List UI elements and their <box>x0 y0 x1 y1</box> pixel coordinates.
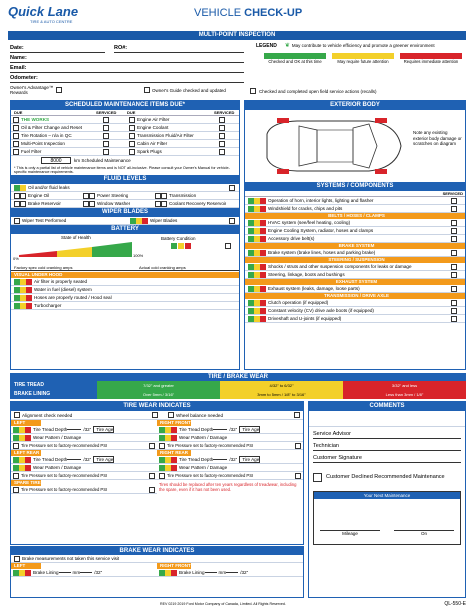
cca-factory-label: Factory spec cold cranking amps <box>11 265 131 271</box>
tire-rr <box>157 450 303 480</box>
page-title <box>194 7 302 19</box>
footer-copyright: 2019 Ford Motor Company of Canada, Limited. All Rights Reserved. <box>177 602 286 606</box>
serviced-checkbox[interactable] <box>451 198 457 204</box>
tread-green: 7/32" and greater <box>97 381 220 390</box>
brake-pos-label: LEFT <box>11 563 41 569</box>
sys-label: Constant velocity (CV) drive axle boots (if equipped) <box>268 308 374 313</box>
serviced-checkbox[interactable] <box>451 308 457 314</box>
steering-head: STEERING / SUSPENSION <box>245 257 465 263</box>
tire-depth-row <box>157 456 303 464</box>
fluid-row <box>11 200 83 208</box>
technician-row <box>313 439 461 451</box>
depth-label: Tire Tread Depth <box>179 427 214 432</box>
serviced-checkbox[interactable] <box>451 236 457 242</box>
maint-row <box>125 116 239 124</box>
customer-block <box>10 42 250 100</box>
hood-label: Hoses are properly routed / Hood seal <box>34 295 112 300</box>
technician-label: Technician <box>313 443 339 449</box>
exterior-block <box>245 110 465 182</box>
serviced-checkbox[interactable] <box>451 264 457 270</box>
sys-label: Operation of horn, interior lights, lighting and flasher <box>268 198 374 203</box>
col-due-2: DUE <box>127 110 136 115</box>
comments-section <box>308 401 466 598</box>
subtitle-bar: MULTI-POINT INSPECTION <box>8 31 466 40</box>
tire-pressure-row <box>11 442 157 450</box>
fluid-row <box>83 200 155 208</box>
tire-pressure-row <box>157 472 303 480</box>
battery-pct-0: 0% <box>13 256 19 261</box>
next-maint-title: Your Next Maintenance <box>314 492 460 499</box>
brake-wear-title: BRAKE WEAR INDICATES <box>11 547 303 555</box>
sys-label: HVAC system (see/feel heating, cooling) <box>268 220 351 225</box>
odometer-label: Odometer: <box>10 75 38 81</box>
battery-serviced-checkbox[interactable] <box>225 243 231 249</box>
sys-label: Shocks / struts and other suspension components for leaks or damage <box>268 264 412 269</box>
serviced-checkbox[interactable] <box>229 218 235 224</box>
ro-label: RO#: <box>114 45 128 51</box>
fluid-title: FLUID LEVELS <box>11 175 239 184</box>
legend <box>256 42 466 82</box>
tread-yellow: 4/32" to 6/32" <box>220 381 343 390</box>
signature-label: Customer Signature <box>313 455 362 461</box>
sys-row <box>245 235 465 243</box>
maintenance-title: SCHEDULED MAINTENANCE ITEMS DUE* <box>11 101 239 110</box>
sys-label: Engine Cooling System, radiator, hoses and clamps <box>268 228 374 233</box>
pattern-label: Wear Pattern / Damage <box>33 465 82 470</box>
tire-pressure-row <box>157 442 303 450</box>
mileage-label: Mileage <box>320 530 380 536</box>
serviced-checkbox[interactable] <box>219 149 225 155</box>
depth-unit: /32" <box>83 427 92 432</box>
recalls-label: Checked and completed open field service actions (recalls) <box>259 88 377 94</box>
fluid-row <box>155 200 239 208</box>
sys-label: Clutch operation (if equipped) <box>268 300 329 305</box>
footer-rev: REV 0219 <box>160 602 177 606</box>
tire-wear-section <box>10 401 304 545</box>
hood-row <box>11 278 239 286</box>
battery-title: BATTERY <box>11 225 239 234</box>
name-label: Name: <box>10 55 27 61</box>
owner-advantage-checkbox[interactable] <box>56 87 62 93</box>
sys-label: Accessory drive belt(s) <box>268 236 315 241</box>
header <box>4 2 470 30</box>
fluid-label: Engine Oil <box>28 193 50 198</box>
title-a: VEHICLE <box>194 7 242 19</box>
logo-sub: TIRE & AUTO CENTRE <box>30 19 73 24</box>
lining-red: Less than 3mm / 1/8" <box>343 390 466 399</box>
sys-label: Exhaust system (leaks, damage, loose parts) <box>268 286 360 291</box>
maint-row <box>11 116 125 124</box>
brake-head: BRAKE SYSTEM <box>245 243 465 249</box>
fluid-row <box>155 192 239 200</box>
serviced-checkbox[interactable] <box>103 133 109 139</box>
balance-serviced[interactable] <box>294 412 300 418</box>
sys-row <box>245 285 465 293</box>
pressure-label: Tire Pressure set to factory-recommended PSI <box>167 443 254 448</box>
sys-label: Windshield for cracks, chips and pits <box>268 206 343 211</box>
maint-label: Transmission Fluid/Air Filter <box>137 133 194 138</box>
col-due: DUE <box>14 110 23 115</box>
tire-rf <box>157 420 303 450</box>
depth-unit: /32" <box>83 457 92 462</box>
replace-note: Tires should be replaced after ten years regardless of treadwear, including the spare, even if it has not been used. <box>159 482 297 492</box>
battery-pct-100: 100% <box>133 253 144 258</box>
km-field[interactable]: 8000 <box>41 157 71 164</box>
wiper-blades-label: Wiper Blades <box>150 218 178 223</box>
hood-row <box>11 286 239 294</box>
status-yellow[interactable] <box>178 243 184 249</box>
maint-row <box>125 148 239 156</box>
systems-title: SYSTEMS / COMPONENTS <box>245 182 465 191</box>
tire-pattern-row <box>11 434 157 442</box>
wiper-row <box>11 217 239 225</box>
tire-lf <box>11 420 157 450</box>
brake-lining-row <box>157 569 303 577</box>
brake-lining-row <box>11 569 157 577</box>
tire-depth-row <box>11 456 157 464</box>
serviced-checkbox[interactable] <box>451 228 457 234</box>
advisor-label: Service Advisor <box>313 431 351 437</box>
drive-head: TRANSMISSION / DRIVE AXLE <box>245 293 465 299</box>
serviced-checkbox[interactable] <box>103 117 109 123</box>
sys-row <box>245 271 465 279</box>
serviced-checkbox[interactable] <box>219 125 225 131</box>
legend-eco: May contribute to vehicle efficiency and promote a greener environment <box>291 43 435 48</box>
maint-row <box>125 140 239 148</box>
sys-row <box>245 219 465 227</box>
serviced-checkbox[interactable] <box>295 473 301 479</box>
lining-label: BRAKE LINING <box>10 390 97 399</box>
sys-row <box>245 307 465 315</box>
tire-pattern-row <box>157 464 303 472</box>
serviced-checkbox[interactable] <box>149 487 155 493</box>
serviced-checkbox[interactable] <box>229 185 235 191</box>
depth-field[interactable] <box>67 459 81 460</box>
fluid-label: Window Washer <box>97 201 131 206</box>
pattern-label: Wear Pattern / Damage <box>179 465 228 470</box>
hood-label: Turbocharger <box>34 303 62 308</box>
maintenance-note: * This is only a partial list of vehicle maintenance items and is NOT all-inclusive. Please consult your Owner's Manual for vehicle-specific maintenance requirements. <box>14 166 230 175</box>
exterior-note: Note any existing exterior body damage or scratches on diagram <box>413 130 462 146</box>
depth-label: Tire Tread Depth <box>33 427 68 432</box>
serviced-checkbox[interactable] <box>219 133 225 139</box>
pressure-label: Tire Pressure set to factory-recommended PSI <box>21 473 108 478</box>
fluid-oil-row <box>11 184 239 192</box>
spare-pressure-label: Tire Pressure set to factory-recommended PSI <box>21 487 108 492</box>
lining-label: Brake Lining <box>33 570 59 575</box>
comments-title: COMMENTS <box>309 402 465 411</box>
tire-pos-label: RIGHT REAR <box>157 450 191 456</box>
battery-condition-label: Battery Condition <box>161 236 196 241</box>
sys-row <box>245 205 465 213</box>
serviced-checkbox[interactable] <box>451 272 457 278</box>
belts-head: BELTS / HOSES / CLAMPS <box>245 213 465 219</box>
tread-red: 3/32" and less <box>343 381 466 390</box>
serviced-checkbox[interactable] <box>451 250 457 256</box>
logo-text: Quick Lane <box>8 4 79 19</box>
maint-label: Fuel Filter <box>21 149 42 154</box>
declined-row <box>313 469 461 485</box>
tire-pos-label: LEFT <box>11 420 41 426</box>
owners-guide-label: Owner's Guide checked and updated <box>152 87 226 93</box>
fluid-label: Brake Reservoir <box>28 201 61 206</box>
maint-label: Oil & Filter Change and Reset <box>21 125 83 130</box>
email-label: Email: <box>10 65 27 71</box>
logo <box>8 4 108 26</box>
maint-label: Engine Coolant <box>137 125 169 130</box>
brake-wear-section <box>10 546 304 598</box>
serviced-checkbox[interactable] <box>149 443 155 449</box>
balance-label: Wheel balance needed <box>176 412 223 418</box>
maint-row <box>11 148 125 156</box>
status-green[interactable] <box>171 243 177 249</box>
maint-label: Cabin Air Filter <box>137 141 168 146</box>
depth-field[interactable] <box>213 459 227 460</box>
wiper-test-label: Wiper Test Performed <box>22 218 67 223</box>
col-serviced-1: SERVICED <box>96 110 117 115</box>
signature-row <box>313 451 461 463</box>
wiper-title: WIPER BLADES <box>11 208 239 217</box>
age-label: Tire Age <box>93 426 114 433</box>
maint-row <box>125 124 239 132</box>
serviced-checkbox[interactable] <box>103 141 109 147</box>
brake-pos-label: RIGHT FRONT <box>157 563 191 569</box>
status-red[interactable] <box>185 243 191 249</box>
sys-row <box>245 197 465 205</box>
serviced-checkbox[interactable] <box>219 141 225 147</box>
brake-not-taken-row <box>11 555 303 563</box>
tire-pattern-row <box>157 434 303 442</box>
serviced-checkbox[interactable] <box>103 125 109 131</box>
mm-unit: mm <box>218 570 227 575</box>
pattern-label: Wear Pattern / Damage <box>179 435 228 440</box>
maint-row <box>11 124 125 132</box>
col-serviced: SERVICED <box>442 191 463 196</box>
tire-pressure-row <box>11 472 157 480</box>
battery-block <box>11 234 239 264</box>
battery-health-label: State of Health <box>61 235 91 240</box>
pressure-label: Tire Pressure set to factory-recommended PSI <box>21 443 108 448</box>
maint-row <box>11 132 125 140</box>
tire-pos-label: RIGHT FRONT <box>157 420 191 426</box>
fluid-label: Transmission <box>169 193 197 198</box>
km-label: km Scheduled Maintenance <box>74 158 131 163</box>
serviced-checkbox[interactable] <box>451 220 457 226</box>
hood-row <box>11 302 239 310</box>
maint-row <box>125 132 239 140</box>
depth-unit: /32" <box>229 427 238 432</box>
hood-label: Water in fuel (diesel) system <box>34 287 92 292</box>
sys-label: Brake system (brake lines, hoses and parking brake) <box>268 250 376 255</box>
fluid-oil-label: Oil and/or fluid leaks <box>28 185 70 190</box>
sys-row <box>245 263 465 271</box>
sys-row <box>245 249 465 257</box>
serviced-checkbox[interactable] <box>219 117 225 123</box>
tire-depth-row <box>11 426 157 434</box>
date-label: Date: <box>10 45 24 51</box>
serviced-checkbox[interactable] <box>451 316 457 322</box>
hood-row <box>11 294 239 302</box>
on-label: On <box>394 530 454 536</box>
lining-mm-field[interactable] <box>205 572 217 573</box>
lining-32-field[interactable] <box>80 572 92 573</box>
lining-label: Brake Lining <box>179 570 205 575</box>
pattern-label: Wear Pattern / Damage <box>33 435 82 440</box>
serviced-checkbox[interactable] <box>295 443 301 449</box>
fluid-row <box>11 192 83 200</box>
recalls-row <box>250 88 470 94</box>
spare-pressure-row <box>11 486 157 494</box>
hood-label: Air filter is properly seated <box>34 279 88 284</box>
cca-actual-label: Actual cold cranking amps <box>131 265 239 271</box>
eco-leaf-icon: ❦ <box>284 43 290 49</box>
serviced-checkbox[interactable] <box>451 206 457 212</box>
lining-green: Over 5mm / 3/16" <box>97 390 220 399</box>
maint-label: Multi-Point Inspection <box>21 141 65 146</box>
depth-field[interactable] <box>213 429 227 430</box>
footer <box>160 601 466 607</box>
exterior-title: EXTERIOR BODY <box>245 101 465 110</box>
declined-label: Customer Declined Recommended Maintenance <box>326 473 445 480</box>
sys-row <box>245 315 465 323</box>
exhaust-head: EXHAUST SYSTEM <box>245 279 465 285</box>
declined-checkbox[interactable] <box>313 473 322 482</box>
legend-red: Requires immediate attention <box>403 59 459 64</box>
alignment-label: Alignment check needed <box>22 412 73 418</box>
age-label: Tire Age <box>239 426 260 433</box>
fluid-label: Power Steering <box>97 193 129 198</box>
recalls-checkbox[interactable] <box>250 88 256 94</box>
alignment-row <box>11 411 303 420</box>
depth-label: Tire Tread Depth <box>179 457 214 462</box>
serviced-checkbox[interactable] <box>149 473 155 479</box>
legend-title: LEGEND <box>256 42 277 49</box>
lining-yellow: 3mm to 5mm / 1/8" to 3/16" <box>220 390 343 399</box>
age-label: Tire Age <box>239 456 260 463</box>
mm-unit: mm <box>72 570 81 575</box>
sys-label: Driveshaft and U-joints (if equipped) <box>268 316 342 321</box>
brake-not-taken-label: Brake measurements not taken this service visit <box>22 556 120 561</box>
legend-yellow: May require future attention <box>337 59 389 64</box>
owners-guide-checkbox[interactable] <box>144 87 150 93</box>
car-diagram-icon <box>257 116 405 176</box>
footer-code: QL-550-E <box>444 601 466 607</box>
sys-row <box>245 299 465 307</box>
battery-condition-boxes <box>171 243 191 249</box>
serviced-checkbox[interactable] <box>451 300 457 306</box>
sys-row <box>245 227 465 235</box>
fluid-label: Coolant Recovery Reservoir <box>169 201 227 206</box>
right-column <box>244 100 466 370</box>
tire-brake-bar <box>10 373 466 399</box>
lining-mm-field[interactable] <box>59 572 71 573</box>
tire-wear-title: TIRE WEAR INDICATES <box>11 402 303 411</box>
maint-label: Tire Rotation – n/a in QC <box>21 133 72 138</box>
maint-label: Spark Plugs <box>137 149 162 154</box>
owner-advantage-label: Owner's Advantage™ Rewards <box>10 85 54 95</box>
tire-pos-label: LEFT REAR <box>11 450 41 456</box>
maint-label: Engine Air Filter <box>137 117 170 122</box>
lining-32-field[interactable] <box>226 572 238 573</box>
pressure-label: Tire Pressure set to factory-recommended PSI <box>167 473 254 478</box>
sys-label: Steering, linkage, boots and bushings <box>268 272 345 277</box>
legend-green: Checked and OK at this time <box>268 59 322 64</box>
depth-unit: /32" <box>229 457 238 462</box>
col-serviced-2: SERVICED <box>214 110 235 115</box>
tread-label: TIRE TREAD <box>10 381 97 390</box>
battery-gauge <box>17 241 137 259</box>
alignment-serviced[interactable] <box>152 412 158 418</box>
tire-depth-row <box>157 426 303 434</box>
age-label: Tire Age <box>93 456 114 463</box>
32-unit: /32" <box>240 570 249 575</box>
maint-row <box>11 140 125 148</box>
under-hood-title: VISUAL UNDER HOOD <box>11 272 239 278</box>
tire-brake-title: TIRE / BRAKE WEAR <box>10 373 466 381</box>
next-maint-box <box>313 491 461 545</box>
title-b: CHECK-UP <box>244 7 303 19</box>
tire-lr <box>11 450 157 480</box>
advisor-row <box>313 427 461 439</box>
depth-label: Tire Tread Depth <box>33 457 68 462</box>
fluid-row <box>83 192 155 200</box>
left-column <box>10 100 240 370</box>
tire-pattern-row <box>11 464 157 472</box>
spare-label: SPARE TIRE <box>11 480 41 486</box>
32-unit: /32" <box>94 570 103 575</box>
serviced-checkbox[interactable] <box>451 286 457 292</box>
depth-field[interactable] <box>67 429 81 430</box>
maint-label: THE WORKS <box>21 117 50 122</box>
serviced-checkbox[interactable] <box>103 149 109 155</box>
